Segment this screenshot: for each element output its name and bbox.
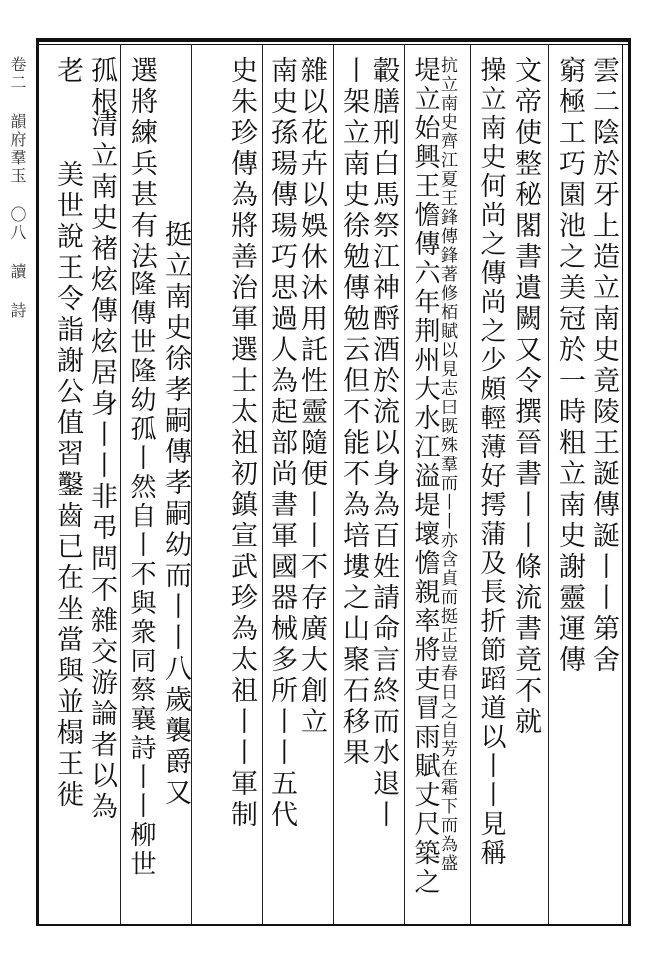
column-text: 美世說王令詣謝公值習鑿齒已在坐當與並榻王徙 [52,160,83,811]
column-text: 文帝使整秘閣書遺闕又令撰晉書丨丨條流書竟不就 [510,56,541,738]
column-text: 雲二陰於牙上造立南史竟陵王誕傳誕丨丨第舍 [588,56,619,676]
column-text: 孤根 [86,56,117,118]
text-column-16 [88,56,115,118]
text-column-6 [412,56,438,897]
frame-border-right [628,38,631,926]
text-column-2 [556,56,583,676]
text-column-5 [438,56,455,873]
column-text: 操立南史何尚之傳尚之少頗輕薄好摴蒲及長折節蹈道以丨丨見稱 [476,56,506,868]
column-text: 堤立始興王憺傳六年荆州大水江溢堤壞憺親率將吏冒雨賦丈尺築之 [410,56,440,897]
column-text: 轂膳刑白馬祭江神酹酒於流以身為百姓請命言終而水退丨 [368,56,399,831]
text-column-11 [228,56,255,831]
column-rule [548,44,549,924]
column-text: 選將練兵甚有法 [126,56,157,273]
frame-border-right-inner [622,44,623,924]
column-text: 抗立南史齊江夏王鋒傳鋒著修栢賦以見志曰既殊羣而丨丨亦含貞而挺正豈春日之自芳在霜下而為盛 [437,56,457,873]
text-column-3 [512,56,539,738]
column-text: 老 [52,56,83,87]
text-column-1 [590,56,617,676]
text-column-13 [128,56,155,273]
text-column-15 [88,110,115,823]
text-column-8 [340,56,367,769]
text-column-14 [128,270,154,879]
margin-label: 卷二 韻府羣玉 〇八 讀 詩 [8,56,27,320]
column-text: 窮極工巧園池之美冠於一時粗立南史謝靈運傳 [554,56,585,676]
column-rule [262,44,263,924]
text-column-4 [478,56,504,868]
column-rule [191,44,192,924]
column-text: 南史孫瑒傳瑒巧思過人為起部尚書軍國器械多所丨丨五代 [266,56,297,831]
column-text: 丨架立南史徐勉傳勉云但不能不為培塿之山聚石移果 [338,56,369,769]
column-rule [120,44,121,924]
column-rule [404,44,405,924]
column-rule [470,44,471,924]
frame-border-bottom [36,924,631,926]
frame-border-top [36,38,631,42]
text-column-12 [162,220,189,809]
text-column-18 [54,56,81,87]
frame-border-left [36,38,39,926]
column-text: 清立南史褚炫傳炫居身丨丨非弔問不雜交游論者以為 [86,110,117,823]
text-column-7 [370,56,397,831]
column-text: 挺立南史徐孝嗣傳孝嗣幼而丨丨八歲襲爵又 [160,220,191,809]
column-text: 隆傳世隆幼孤丨然自丨不與衆同蔡襄詩丨丨柳世 [126,270,156,879]
column-rule [333,44,334,924]
text-column-10 [268,56,295,831]
column-text: 史朱珍傳為將善治軍選士太祖初鎮宣武珍為太祖丨丨軍制 [226,56,257,831]
column-text: 雜以花卉以娛休沐用託性靈隨便丨丨不存廣大創立 [296,56,327,738]
text-column-17 [54,160,81,811]
text-column-9 [298,56,325,738]
